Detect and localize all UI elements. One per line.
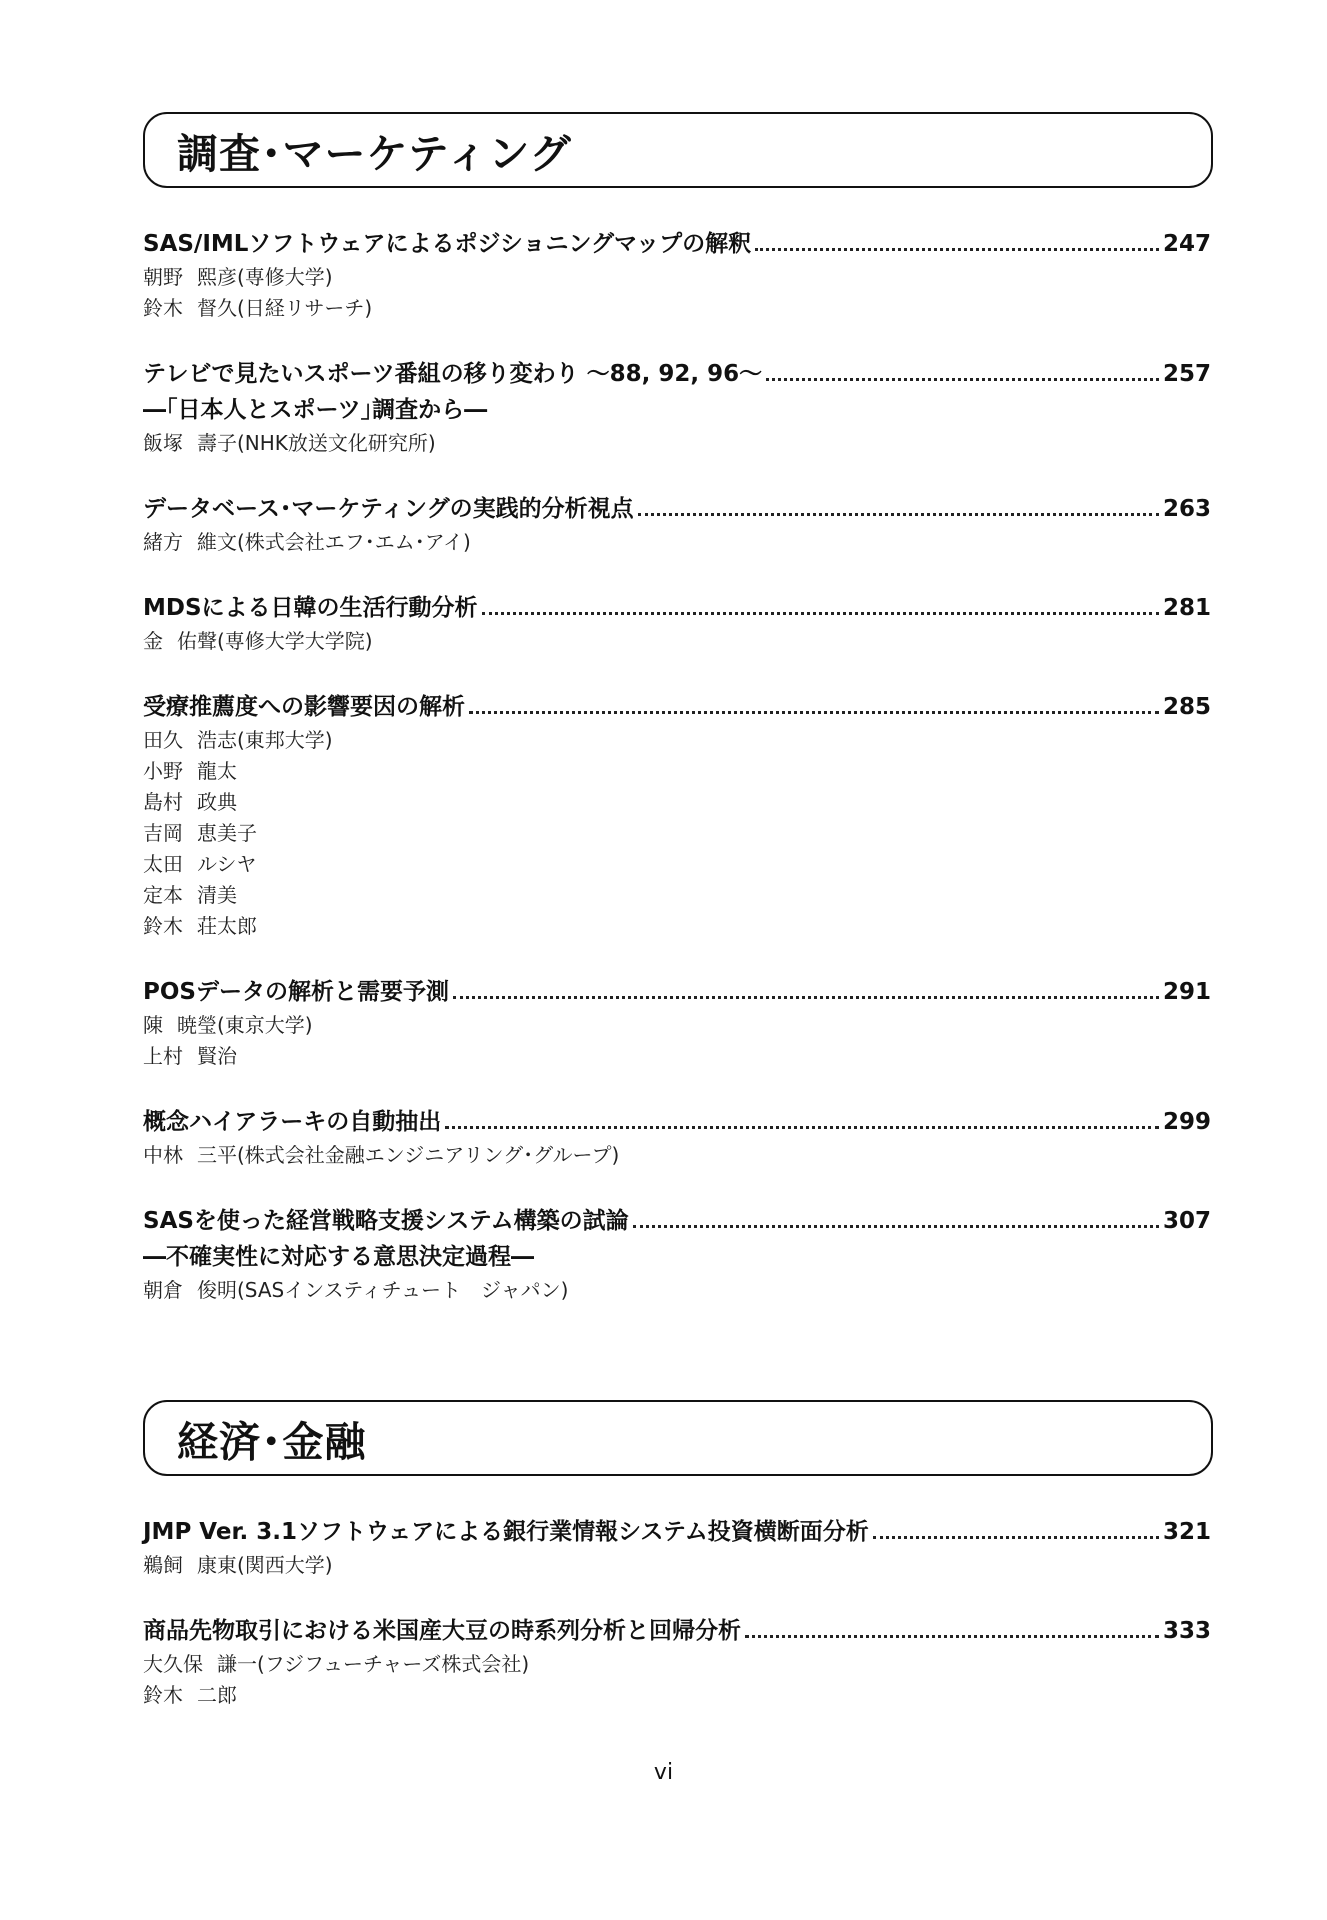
author (143, 428, 1211, 459)
author-surname: 中林 (143, 1143, 183, 1167)
entry-title-line[interactable] (143, 590, 1211, 626)
section-title: 調査･マーケティング (177, 129, 572, 178)
entry-list (143, 226, 1211, 1306)
author-given: 賢治 (197, 1044, 237, 1068)
entry-title-line[interactable] (143, 491, 1211, 527)
entry-title: SAS/IMLソフトウェアによるポジショニングマップの解釈 (143, 231, 752, 257)
author-given: 謙一(フジフューチャーズ株式会社) (217, 1652, 530, 1676)
author-surname: 大久保 (143, 1652, 203, 1676)
author (143, 725, 1211, 756)
author-surname: 鵜飼 (143, 1553, 183, 1577)
page-number: 263 (1162, 496, 1211, 522)
section-header (143, 1400, 1213, 1476)
entry-title: テレビで見たいスポーツ番組の移り変わり ～88, 92, 96～ (143, 361, 763, 387)
toc-entry (143, 590, 1211, 657)
page-number: 285 (1162, 694, 1211, 720)
page-number: 247 (1162, 231, 1211, 257)
author (143, 880, 1211, 911)
author-surname: 小野 (143, 759, 183, 783)
author (143, 1275, 1211, 1306)
toc-entry (143, 1104, 1211, 1171)
author-surname: 朝野 (143, 265, 183, 289)
entry-title-line[interactable] (143, 689, 1211, 725)
author (143, 1649, 1211, 1680)
page-number: 291 (1162, 979, 1211, 1005)
page-number: 321 (1162, 1519, 1211, 1545)
dot-leader (638, 513, 1159, 516)
author-surname: 陳 (143, 1013, 163, 1037)
author (143, 1550, 1211, 1581)
section-economics-finance (143, 1400, 1211, 1743)
author-given: 壽子(NHK放送文化研究所) (197, 431, 436, 455)
author-given: 龍太 (197, 759, 237, 783)
author-given: ルシヤ (197, 852, 257, 876)
section-title: 経済･金融 (177, 1417, 367, 1466)
toc-entry (143, 491, 1211, 558)
entry-title: 概念ハイアラーキの自動抽出 (143, 1109, 442, 1135)
toc-entry (143, 1203, 1211, 1306)
entry-subtitle: ―不確実性に対応する意思決定過程― (143, 1244, 534, 1270)
page-number: 307 (1162, 1208, 1211, 1234)
author-given: 維文(株式会社エフ･エム･アイ) (197, 530, 471, 554)
author-surname: 緒方 (143, 530, 183, 554)
author-surname: 鈴木 (143, 914, 183, 938)
author-given: 俊明(SASインスティチュート ジャパン) (197, 1278, 569, 1302)
author-surname: 吉岡 (143, 821, 183, 845)
author-given: 二郎 (197, 1683, 237, 1707)
author-given: 康東(関西大学) (197, 1553, 333, 1577)
author-given: 暁瑩(東京大学) (177, 1013, 313, 1037)
dot-leader (766, 378, 1159, 381)
author (143, 911, 1211, 942)
author (143, 293, 1211, 324)
author (143, 756, 1211, 787)
author (143, 1140, 1211, 1171)
author (143, 626, 1211, 657)
page-number: 257 (1162, 361, 1211, 387)
section-marketing (143, 112, 1211, 1338)
dot-leader (633, 1225, 1159, 1228)
author-surname: 島村 (143, 790, 183, 814)
author-given: 熙彦(専修大学) (197, 265, 333, 289)
author-surname: 鈴木 (143, 296, 183, 320)
dot-leader (745, 1635, 1159, 1638)
entry-title-line[interactable] (143, 1203, 1211, 1239)
author-surname: 金 (143, 629, 163, 653)
author-surname: 飯塚 (143, 431, 183, 455)
author (143, 1041, 1211, 1072)
entry-subtitle: ―｢日本人とスポーツ｣調査から― (143, 397, 488, 423)
entry-title: 受療推薦度への影響要因の解析 (143, 694, 465, 720)
section-header (143, 112, 1213, 188)
author-given: 浩志(東邦大学) (197, 728, 333, 752)
entry-title-line[interactable] (143, 1613, 1211, 1649)
dot-leader (482, 612, 1159, 615)
entry-list (143, 1514, 1211, 1711)
author-surname: 太田 (143, 852, 183, 876)
author (143, 1010, 1211, 1041)
author-surname: 田久 (143, 728, 183, 752)
page-number: 333 (1162, 1618, 1211, 1644)
author (143, 818, 1211, 849)
dot-leader (453, 996, 1159, 999)
entry-title: 商品先物取引における米国産大豆の時系列分析と回帰分析 (143, 1618, 741, 1644)
entry-title: POSデータの解析と需要予測 (143, 979, 449, 1005)
entry-title: データベース･マーケティングの実践的分析視点 (143, 496, 634, 522)
author-given: 三平(株式会社金融エンジニアリング･グループ) (197, 1143, 620, 1167)
entry-title: JMP Ver. 3.1ソフトウェアによる銀行業情報システム投資横断面分析 (143, 1519, 869, 1545)
author-surname: 上村 (143, 1044, 183, 1068)
entry-title-line[interactable] (143, 974, 1211, 1010)
dot-leader (755, 248, 1159, 251)
toc-entry (143, 1514, 1211, 1581)
author-given: 佑聲(専修大学大学院) (177, 629, 373, 653)
entry-title-line[interactable] (143, 356, 1211, 392)
page-number: 281 (1162, 595, 1211, 621)
author-given: 督久(日経リサーチ) (197, 296, 373, 320)
entry-title-line[interactable] (143, 1104, 1211, 1140)
author-surname: 定本 (143, 883, 183, 907)
author (143, 527, 1211, 558)
toc-entry (143, 1613, 1211, 1711)
author-given: 恵美子 (197, 821, 257, 845)
author-given: 荘太郎 (197, 914, 257, 938)
author-given: 政典 (197, 790, 237, 814)
entry-title: SASを使った経営戦略支援システム構築の試論 (143, 1208, 629, 1234)
dot-leader (445, 1126, 1159, 1129)
author (143, 262, 1211, 293)
author (143, 1680, 1211, 1711)
author-surname: 鈴木 (143, 1683, 183, 1707)
entry-title: MDSによる日韓の生活行動分析 (143, 595, 478, 621)
entry-title-line[interactable] (143, 226, 1211, 262)
toc-entry (143, 974, 1211, 1072)
toc-entry (143, 356, 1211, 459)
toc-entry (143, 689, 1211, 942)
author-given: 清美 (197, 883, 237, 907)
dot-leader (873, 1536, 1159, 1539)
toc-entry (143, 226, 1211, 324)
page-number: 299 (1162, 1109, 1211, 1135)
page-footer-number: vi (653, 1760, 674, 1785)
entry-title-line[interactable] (143, 1514, 1211, 1550)
dot-leader (469, 711, 1159, 714)
author (143, 849, 1211, 880)
author (143, 787, 1211, 818)
author-surname: 朝倉 (143, 1278, 183, 1302)
